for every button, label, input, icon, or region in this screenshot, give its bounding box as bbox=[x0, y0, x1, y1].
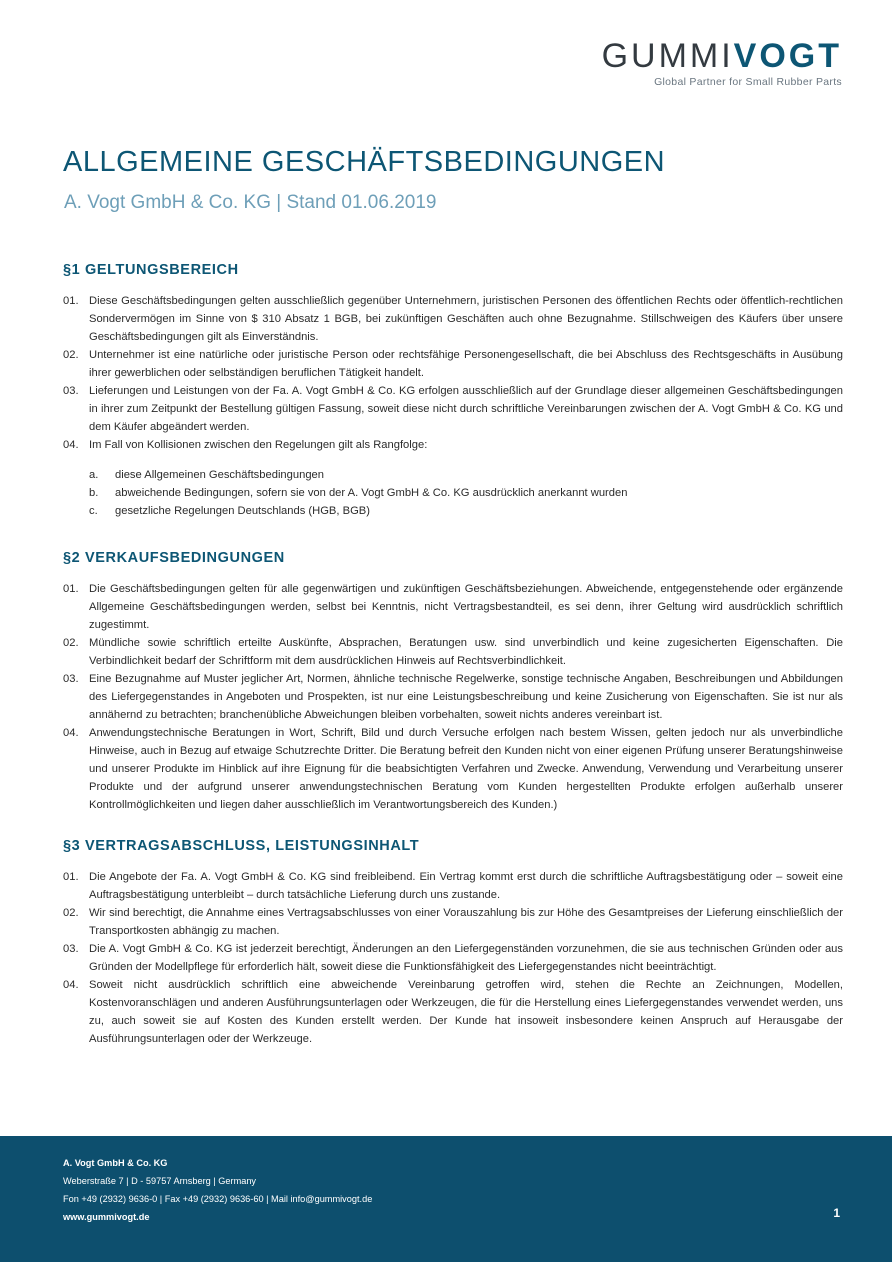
document-title: ALLGEMEINE GESCHÄFTSBEDINGUNGEN bbox=[63, 146, 666, 178]
item-number: 02. bbox=[63, 637, 79, 649]
list-item bbox=[63, 634, 843, 670]
sub-list-item bbox=[89, 466, 843, 484]
logo-wordmark bbox=[602, 38, 842, 74]
sub-item-text: abweichende Bedingungen, sofern sie von der A. Vogt GmbH & Co. KG ausdrücklich anerkannt wurden bbox=[115, 487, 628, 499]
footer-company: A. Vogt GmbH & Co. KG bbox=[63, 1158, 168, 1168]
item-number: 02. bbox=[63, 349, 79, 361]
logo-part-vogt: VOGT bbox=[733, 37, 842, 75]
sub-item-letter: b. bbox=[89, 487, 99, 499]
list-item bbox=[63, 382, 843, 436]
list-item bbox=[63, 346, 843, 382]
section-list bbox=[63, 292, 843, 520]
list-item bbox=[63, 292, 843, 346]
item-text: Die A. Vogt GmbH & Co. KG ist jederzeit berechtigt, Änderungen an den Liefergegenständen vorzunehmen, die sie aus technischen Gründen oder aus Gründen der Modellpflege für erforderlich hält, soweit diese die Funktionsfähigkeit des Liefergegenstandes nicht beeinträchtigt. bbox=[89, 943, 843, 973]
item-number: 01. bbox=[63, 295, 79, 307]
section-list bbox=[63, 868, 843, 1048]
item-number: 01. bbox=[63, 871, 79, 883]
item-number: 03. bbox=[63, 385, 79, 397]
footer-website-link[interactable]: www.gummivogt.de bbox=[63, 1212, 150, 1222]
section-3 bbox=[63, 838, 843, 1048]
page-footer bbox=[0, 1136, 892, 1262]
section-heading: §3 VERTRAGSABSCHLUSS, LEISTUNGSINHALT bbox=[63, 838, 420, 854]
item-text: Unternehmer ist eine natürliche oder juristische Person oder rechtsfähige Personengesellschaft, die bei Abschluss des Rechtsgeschäfts in Ausübung ihrer gewerblichen oder selbständigen beruflichen Tätigkeit handelt. bbox=[89, 349, 843, 379]
item-number: 01. bbox=[63, 583, 79, 595]
item-text: Im Fall von Kollisionen zwischen den Regelungen gilt als Rangfolge: bbox=[89, 439, 428, 451]
list-item bbox=[63, 724, 843, 814]
list-item bbox=[63, 580, 843, 634]
sub-item-letter: a. bbox=[89, 469, 99, 481]
item-text: Die Geschäftsbedingungen gelten für alle gegenwärtigen und zukünftigen Geschäftsbeziehungen. Abweichende, entgegenstehende oder ergänzende Allgemeine Geschäftsbedingungen werden, selbst bei Kenntnis, nicht Vertragsbestandteil, es sei denn, ihrer Geltung wird ausdrücklich schriftlich zugestimmt. bbox=[89, 583, 843, 631]
section-heading: §2 VERKAUFSBEDINGUNGEN bbox=[63, 550, 285, 566]
item-number: 04. bbox=[63, 979, 79, 991]
list-item bbox=[63, 670, 843, 724]
sub-item-text: gesetzliche Regelungen Deutschlands (HGB, BGB) bbox=[115, 505, 370, 517]
sub-item-text: diese Allgemeinen Geschäftsbedingungen bbox=[115, 469, 324, 481]
item-number: 03. bbox=[63, 943, 79, 955]
item-number: 02. bbox=[63, 907, 79, 919]
section-list bbox=[63, 580, 843, 814]
list-item bbox=[63, 436, 843, 520]
sub-list-item bbox=[89, 502, 843, 520]
item-text: Mündliche sowie schriftlich erteilte Auskünfte, Absprachen, Beratungen usw. sind unverbindlich und keine zugesicherten Eigenschaften. Die Verbindlichkeit bedarf der Schriftform mit dem ausdrücklichen Hinweis auf Rechtsverbindlichkeit. bbox=[89, 637, 843, 667]
list-item bbox=[63, 868, 843, 904]
item-number: 04. bbox=[63, 727, 79, 739]
item-text: Die Angebote der Fa. A. Vogt GmbH & Co. KG sind freibleibend. Ein Vertrag kommt erst durch die schriftliche Auftragsbestätigung oder – soweit eine Auftragsbestätigung unterbleibt – durch tatsächliche Lieferung durch uns zustande. bbox=[89, 871, 843, 901]
section-heading: §1 GELTUNGSBEREICH bbox=[63, 262, 239, 278]
item-text: Anwendungstechnische Beratungen in Wort, Schrift, Bild und durch Versuche erfolgen nach bestem Wissen, gelten jedoch nur als unverbindliche Hinweise, auch in Bezug auf etwaige Schutzrechte Dritter. Die Beratung befreit den Kunden nicht von einer eigenen Prüfung unserer Beratungshinweise und unserer Produkte im Hinblick auf ihre Eignung für die beabsichtigten Verfahren und Zwecke. Anwendung, Verwendung und Verarbeitung unserer Produkte und der aufgrund unserer anwendungstechnischen Beratung vom Kunden hergestellten Produkte erfolgen außerhalb unserer Kontrollmöglichkeiten und liegen daher ausschließlich im Verantwortungsbereich des Kunden.) bbox=[89, 727, 843, 811]
footer-address: Weberstraße 7 | D - 59757 Arnsberg | Germany bbox=[63, 1176, 257, 1186]
list-item bbox=[63, 940, 843, 976]
item-number: 04. bbox=[63, 439, 79, 451]
section-1 bbox=[63, 262, 843, 520]
logo-part-gummi: GUMMI bbox=[601, 37, 734, 75]
item-text: Wir sind berechtigt, die Annahme eines Vertragsabschlusses von einer Vorauszahlung bis zur Höhe des Gesamtpreises der Lieferung einschließlich der Transportkosten abhängig zu machen. bbox=[89, 907, 843, 937]
footer-contact: Fon +49 (2932) 9636-0 | Fax +49 (2932) 9636-60 | Mail info@gummivogt.de bbox=[63, 1194, 373, 1204]
sub-list-item bbox=[89, 484, 843, 502]
item-text: Eine Bezugnahme auf Muster jeglicher Art, Normen, ähnliche technische Regelwerke, sonstige technische Angaben, Beschreibungen und Abbildungen des Liefergegenstandes in Angeboten und Prospekten, ist nur eine Leistungsbeschreibung und keine Zusicherung von Eigenschaften. Sie ist nur als annähernd zu betrachten; branchenübliche Abweichungen bleiben vorbehalten, soweit nichts anderes vereinbart ist. bbox=[89, 673, 843, 721]
sub-item-letter: c. bbox=[89, 505, 98, 517]
list-item bbox=[63, 976, 843, 1048]
item-text: Lieferungen und Leistungen von der Fa. A. Vogt GmbH & Co. KG erfolgen ausschließlich auf der Grundlage dieser allgemeinen Geschäftsbedingungen in ihrer zum Zeitpunkt der Bestellung gültigen Fassung, soweit diese nicht durch schriftliche Vereinbarungen zwischen der A. Vogt GmbH & Co. KG und dem Käufer abgeändert werden. bbox=[89, 385, 843, 433]
page-number: 1 bbox=[833, 1206, 840, 1220]
footer-contact-block bbox=[63, 1154, 372, 1226]
logo-tagline: Global Partner for Small Rubber Parts bbox=[654, 76, 842, 88]
list-item bbox=[63, 904, 843, 940]
sub-list bbox=[89, 466, 843, 520]
company-logo bbox=[602, 38, 842, 88]
item-text: Diese Geschäftsbedingungen gelten ausschließlich gegenüber Unternehmern, juristischen Personen des öffentlichen Rechts oder öffentlich-rechtlichen Sondervermögen im Sinne von $ 310 Absatz 1 BGB, bei zukünftigen Geschäften auch ohne Bezugnahme. Stillschweigen des Käufers über unsere Geschäftsbedingungen gilt als Einverständnis. bbox=[89, 295, 843, 343]
document-subtitle: A. Vogt GmbH & Co. KG | Stand 01.06.2019 bbox=[64, 192, 437, 213]
item-text: Soweit nicht ausdrücklich schriftlich eine abweichende Vereinbarung getroffen wird, stehen die Rechte an Zeichnungen, Modellen, Kostenvoranschlägen und anderen Ausführungsunterlagen oder Werkzeugen, die für die Herstellung eines Liefergegenstandes verwendet werden, uns zu, auch soweit sie auf Kosten des Kunden erstellt werden. Der Kunde hat insoweit insbesondere keinen Anspruch auf Herausgabe der Ausführungsunterlagen oder der Werkzeuge. bbox=[89, 979, 843, 1045]
section-2 bbox=[63, 550, 843, 814]
item-number: 03. bbox=[63, 673, 79, 685]
